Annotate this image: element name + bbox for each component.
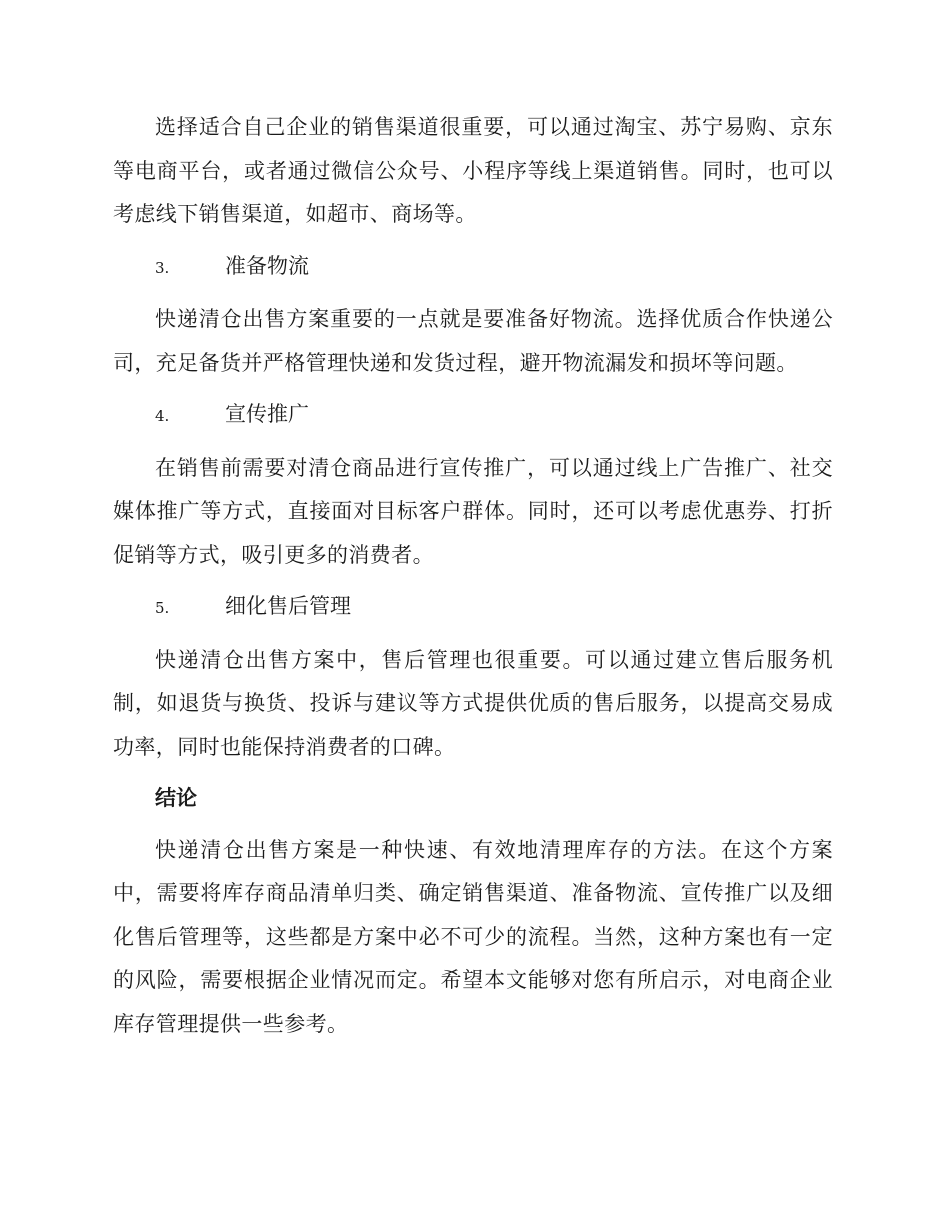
- paragraph-sales-channels: 选择适合自己企业的销售渠道很重要，可以通过淘宝、苏宁易购、京东等电商平台，或者通过微信公众号、小程序等线上渠道销售。同时，也可以考虑线下销售渠道，如超市、商场等。: [113, 115, 833, 226]
- conclusion-heading: 结论: [155, 786, 197, 810]
- list-item-after-sales: [113, 585, 833, 631]
- list-title: 准备物流: [225, 253, 309, 278]
- list-number: 3.: [155, 258, 170, 277]
- list-number: 5.: [155, 599, 170, 617]
- list-item-logistics: [113, 245, 833, 291]
- paragraph-logistics: 快递清仓出售方案重要的一点就是要准备好物流。选择优质合作快递公司，充足备货并严格管理快递和发货过程，避开物流漏发和损坏等问题。: [113, 307, 833, 375]
- paragraph-after-sales: 快递清仓出售方案中，售后管理也很重要。可以通过建立售后服务机制，如退货与换货、投诉与建议等方式提供优质的售后服务，以提高交易成功率，同时也能保持消费者的口碑。: [113, 647, 833, 759]
- list-item-promotion: [113, 393, 833, 439]
- paragraph-conclusion: 快递清仓出售方案是一种快速、有效地清理库存的方法。在这个方案中，需要将库存商品清单归类、确定销售渠道、准备物流、宣传推广以及细化售后管理等，这些都是方案中必不可少的流程。当然，这种方案也有一定的风险，需要根据企业情况而定。希望本文能够对您有所启示，对电商企业库存管理提供一些参考。: [113, 837, 833, 1036]
- list-title: 宣传推广: [225, 402, 309, 426]
- document-page: [113, 106, 833, 1046]
- list-number: 4.: [155, 407, 170, 425]
- list-title: 细化售后管理: [225, 594, 351, 618]
- paragraph-promotion: 在销售前需要对清仓商品进行宣传推广，可以通过线上广告推广、社交媒体推广等方式，直接面对目标客户群体。同时，还可以考虑优惠券、打折促销等方式，吸引更多的消费者。: [113, 455, 833, 567]
